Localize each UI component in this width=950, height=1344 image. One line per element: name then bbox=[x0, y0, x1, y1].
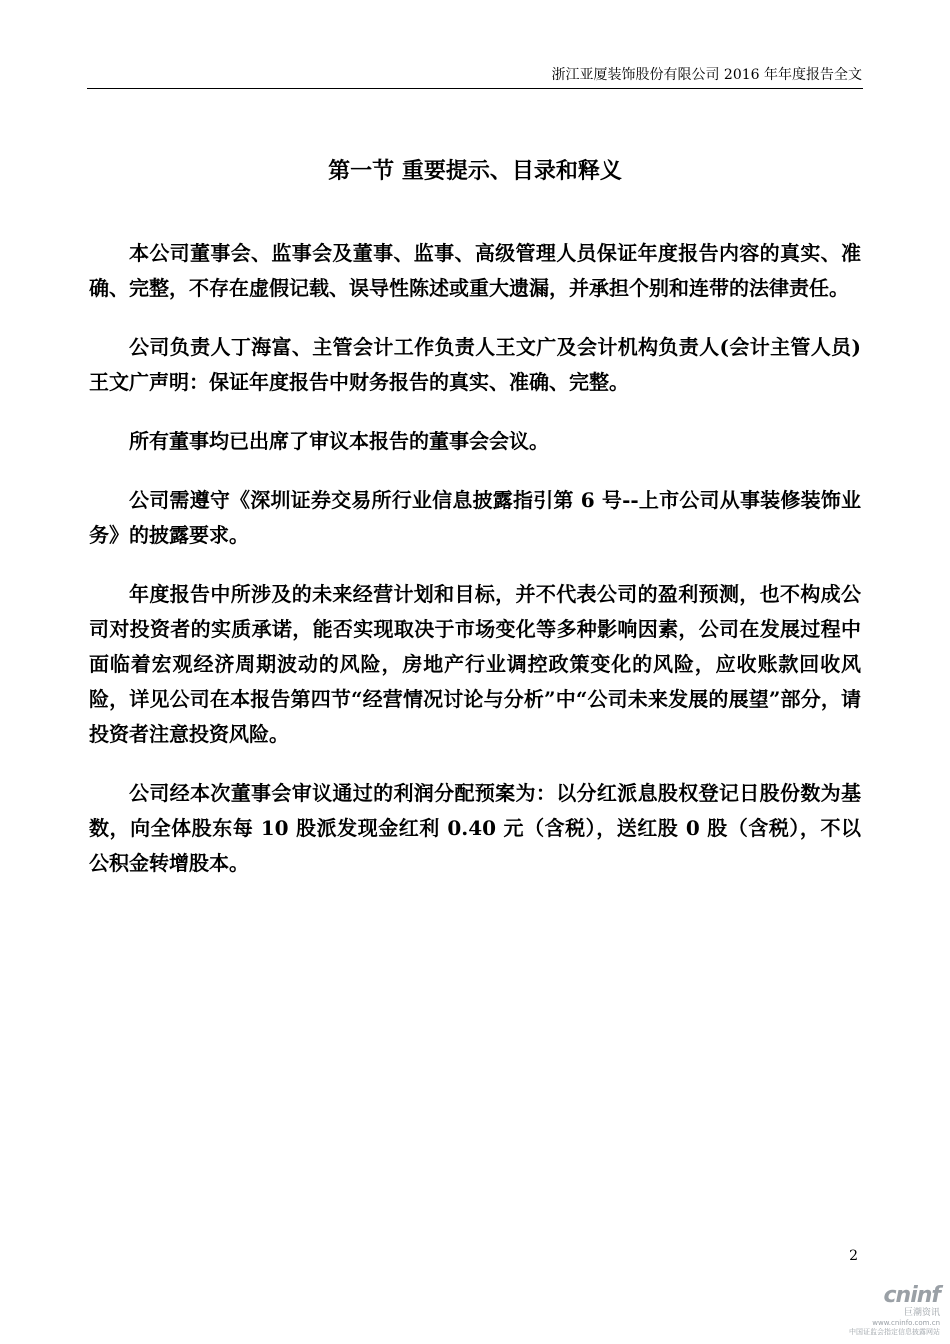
cninfo-url: www.cninfo.com.cn bbox=[872, 1319, 940, 1327]
section-title: 第一节 重要提示、目录和释义 bbox=[328, 158, 622, 184]
paragraph-attendance: 所有董事均已出席了审议本报告的董事会会议。 bbox=[129, 429, 549, 453]
cninfo-name: 巨潮资讯 bbox=[903, 1308, 940, 1318]
paragraph-disclosure-guideline: 公司需遵守《深圳证券交易所行业信息披露指引第 6 号--上市公司从事装修装饰业务》的披露要求。 bbox=[89, 488, 861, 547]
cninfo-watermark-logo bbox=[820, 1284, 940, 1340]
header-rule bbox=[87, 88, 863, 89]
cninfo-brand: cninf bbox=[883, 1283, 940, 1308]
page-number: 2 bbox=[849, 1248, 858, 1264]
cninfo-org: 中国证监会指定信息披露网站 bbox=[849, 1328, 940, 1336]
paragraph-risk-warning: 年度报告中所涉及的未来经营计划和目标，并不代表公司的盈利预测，也不构成公司对投资者的实质承诺，能否实现取决于市场变化等多种影响因素，公司在发展过程中面临着宏观经济周期波动的风险，房地产行业调控政策变化的风险，应收账款回收风险，详见公司在本报告第四节“经营情况讨论与分析”中“公司未来发展的展望”部分，请投资者注意投资风险。 bbox=[89, 582, 861, 746]
running-header: 浙江亚厦装饰股份有限公司 2016 年年度报告全文 bbox=[551, 67, 862, 83]
body-text bbox=[89, 236, 861, 905]
paragraph-responsibility: 本公司董事会、监事会及董事、监事、高级管理人员保证年度报告内容的真实、准确、完整，不存在虚假记载、误导性陈述或重大遗漏，并承担个别和连带的法律责任。 bbox=[89, 241, 861, 300]
paragraph-profit-distribution: 公司经本次董事会审议通过的利润分配预案为：以分红派息股权登记日股份数为基数，向全体股东每 10 股派发现金红利 0.40 元（含税），送红股 0 股（含税），不以公积金转增股本。 bbox=[89, 781, 861, 875]
paragraph-declaration: 公司负责人丁海富、主管会计工作负责人王文广及会计机构负责人(会计主管人员)王文广声明：保证年度报告中财务报告的真实、准确、完整。 bbox=[89, 335, 861, 394]
